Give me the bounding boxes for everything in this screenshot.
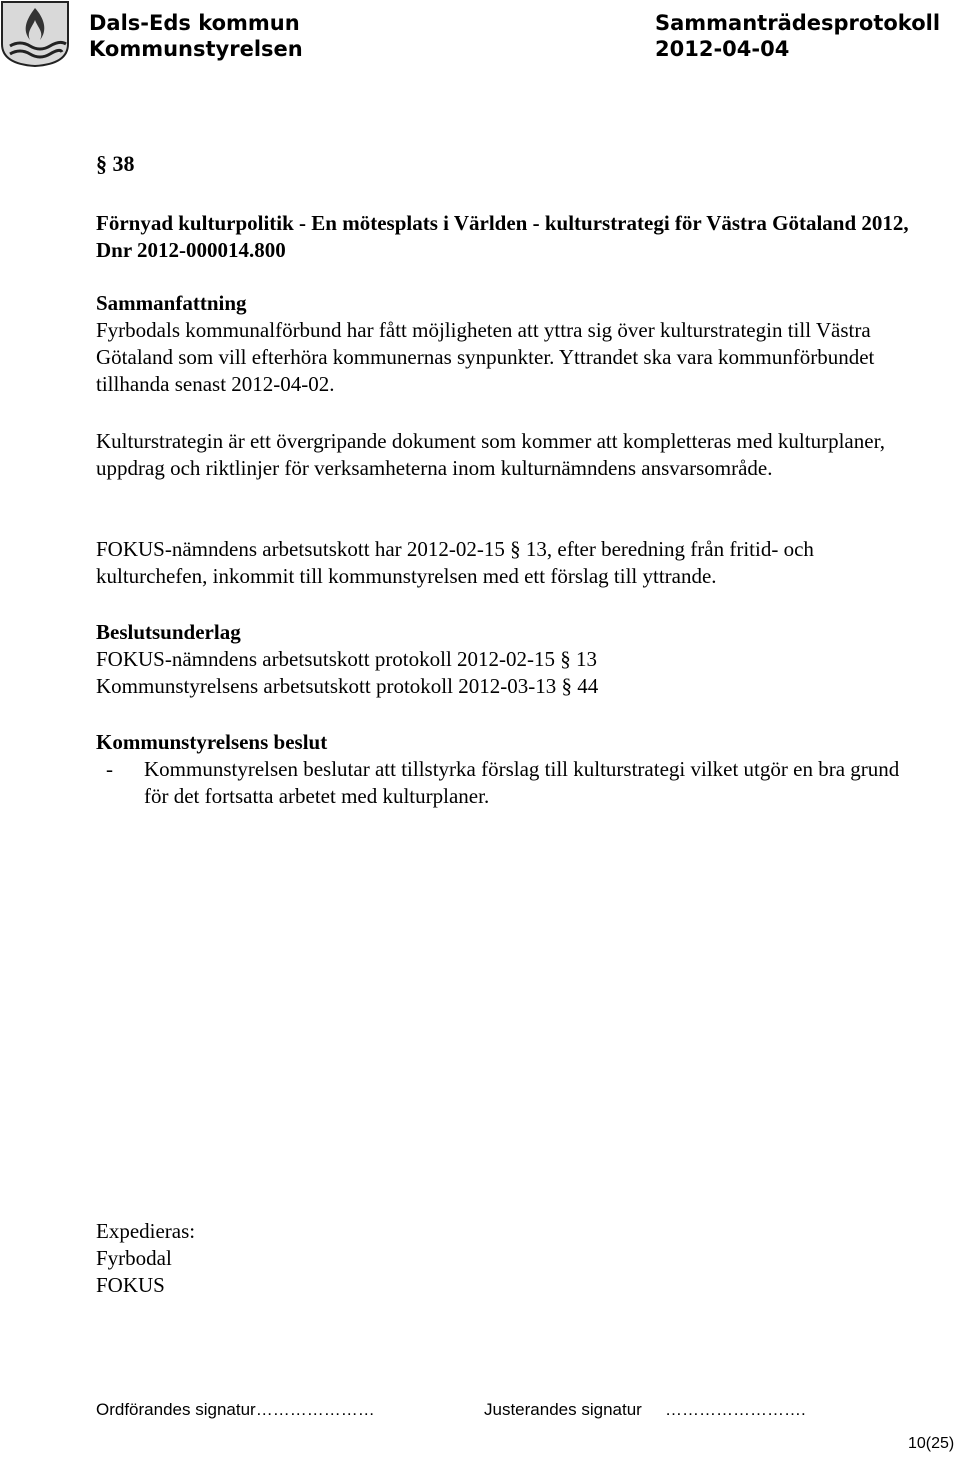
- header-committee: Kommunstyrelsen: [89, 37, 303, 61]
- summary-paragraph-2: Kulturstrategin är ett övergripande dokument som kommer att kompletteras med kulturplaner, uppdrag och riktlinjer för verksamheterna inom kulturnämndens ansvarsområde.: [96, 429, 885, 480]
- basis-item-text: Kommunstyrelsens arbetsutskott protokoll 2012-03-13: [96, 674, 557, 698]
- header-doc-type: Sammanträdesprotokoll: [655, 11, 941, 35]
- paragraph-symbol: §: [561, 674, 572, 698]
- dispatch-block: [96, 1218, 195, 1299]
- fokus-text-before: FOKUS-nämndens arbetsutskott har 2012-02-15: [96, 537, 505, 561]
- basis-item-paragraph: 13: [576, 647, 598, 671]
- header-org: Dals-Eds kommun: [89, 11, 300, 35]
- basis-item-text: FOKUS-nämndens arbetsutskott protokoll 2012-02-15: [96, 647, 556, 671]
- summary-block: [96, 290, 926, 398]
- decision-text: Kommunstyrelsen beslutar att tillstyrka förslag till kulturstrategi vilket utgör en bra grund för det fortsatta arbetet med kulturplaner.: [144, 757, 900, 808]
- page-number: 10(25): [908, 1435, 955, 1452]
- basis-item: [96, 646, 926, 673]
- section-number: [96, 150, 135, 177]
- paragraph-symbol: §: [560, 647, 571, 671]
- header-date: 2012-04-04: [655, 37, 790, 61]
- section-title: Förnyad kulturpolitik - En mötesplats i Världen - kulturstrategi för Västra Götaland 2012, Dnr 2012-000014.800: [96, 211, 909, 262]
- basis-block: [96, 619, 926, 700]
- dispatch-recipient: Fyrbodal: [96, 1246, 172, 1270]
- summary-heading: Sammanfattning: [96, 291, 247, 315]
- chair-signature: Ordförandes signatur…………………: [96, 1400, 375, 1419]
- decision-bullet: -: [106, 757, 113, 781]
- dispatch-heading: Expedieras:: [96, 1219, 196, 1243]
- section-number-value: 38: [112, 151, 135, 176]
- basis-heading: Beslutsunderlag: [96, 620, 241, 644]
- paragraph-symbol: §: [96, 151, 107, 176]
- basis-item-paragraph: 44: [577, 674, 599, 698]
- municipal-coat-of-arms-icon: [0, 0, 70, 68]
- basis-item: [96, 673, 926, 700]
- decision-heading: Kommunstyrelsens beslut: [96, 730, 328, 754]
- adjuster-signature-dots: …………………….: [665, 1400, 806, 1419]
- summary-paragraph-1: Fyrbodals kommunalförbund har fått möjligheten att yttra sig över kulturstrategin till Västra Götaland som vill efterhöra kommunernas synpunkter. Yttrandet ska vara kommunförbundet tillhanda senast 2012-04-02.: [96, 318, 875, 396]
- paragraph-symbol: §: [510, 537, 521, 561]
- summary-paragraph-3: [96, 536, 926, 590]
- fokus-text-after: 13, efter beredning från fritid- och kulturchefen, inkommit till kommunstyrelsen med ett förslag till yttrande.: [96, 537, 814, 588]
- dispatch-recipient: FOKUS: [96, 1273, 165, 1297]
- adjuster-signature: Justerandes signatur: [484, 1400, 642, 1419]
